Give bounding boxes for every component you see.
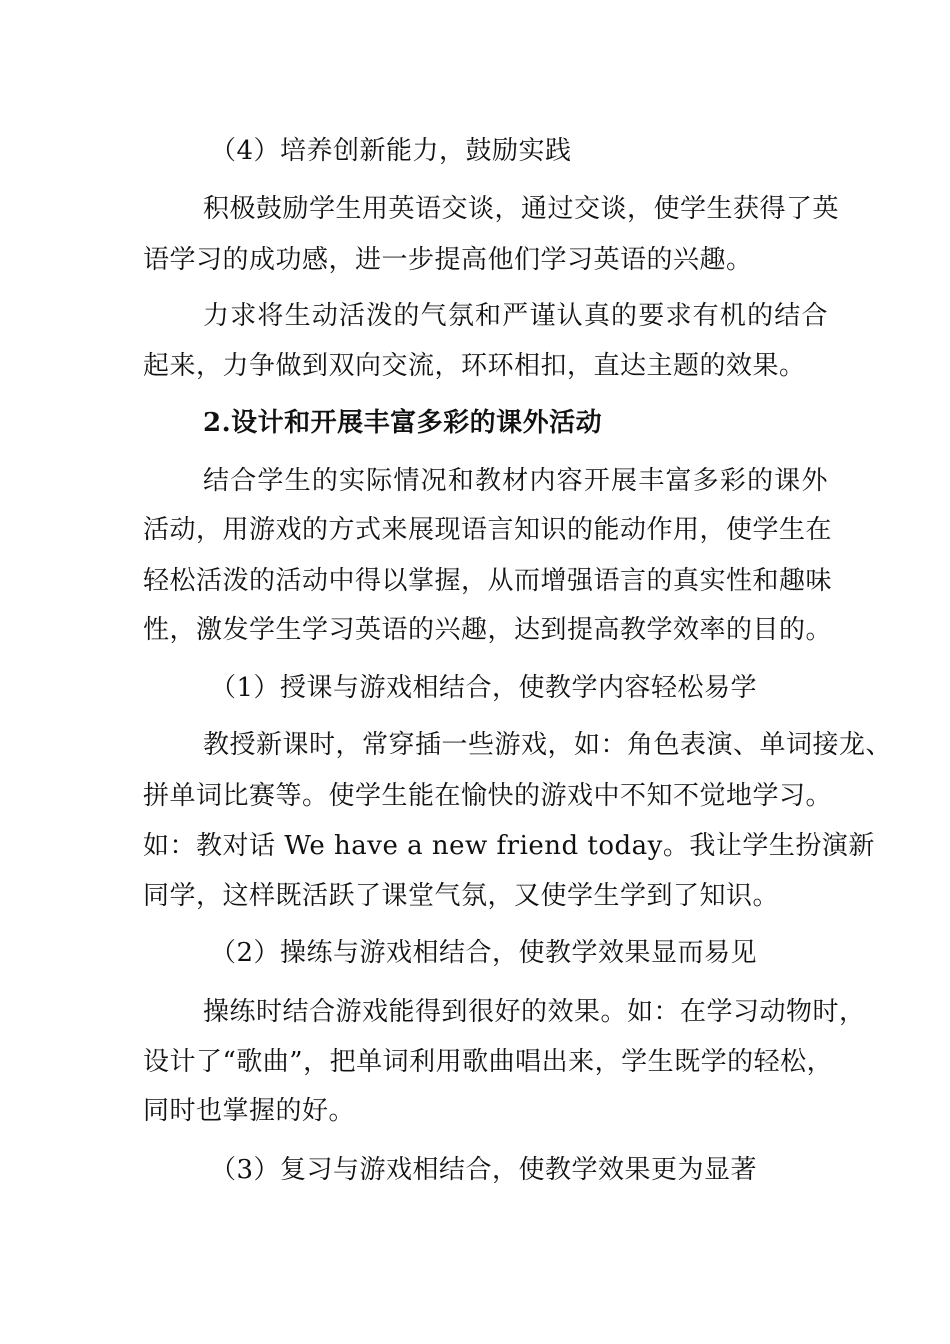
section-2-heading: 2.设计和开展丰富多彩的课外活动 (203, 408, 603, 438)
paragraph-1-line-2: 语学习的成功感，进一步提高他们学习英语的兴趣。 (143, 245, 753, 275)
paragraph-4-line-3: 如：教对话 We have a new friend today。我让学生扮演新 (143, 831, 875, 861)
paragraph-4-line-2: 拼单词比赛等。使学生能在愉快的游戏中不知不觉地学习。 (143, 781, 833, 811)
paragraph-5-line-2: 设计了“歌曲”，把单词利用歌曲唱出来，学生既学的轻松， (143, 1047, 834, 1077)
item-4-title: （4）培养创新能力，鼓励实践 (210, 136, 572, 166)
item-3-title: （3）复习与游戏相结合，使教学效果更为显著 (210, 1155, 758, 1185)
paragraph-2-line-2: 起来，力争做到双向交流，环环相扣，直达主题的效果。 (143, 351, 806, 381)
paragraph-3-line-4: 性，激发学生学习英语的兴趣，达到提高教学效率的目的。 (143, 615, 833, 645)
paragraph-3-line-3: 轻松活泼的活动中得以掌握，从而增强语言的真实性和趣味 (143, 566, 833, 596)
paragraph-1-line-1: 积极鼓励学生用英语交谈，通过交谈，使学生获得了英 (203, 194, 840, 224)
paragraph-3-line-2: 活动，用游戏的方式来展现语言知识的能动作用，使学生在 (143, 515, 833, 545)
paragraph-3-line-1: 结合学生的实际情况和教材内容开展丰富多彩的课外 (203, 466, 828, 496)
paragraph-2-line-1: 力求将生动活泼的气氛和严谨认真的要求有机的结合 (203, 301, 828, 331)
paragraph-5-line-3: 同时也掌握的好。 (143, 1096, 356, 1126)
item-1-title: （1）授课与游戏相结合，使教学内容轻松易学 (210, 673, 758, 703)
item-2-title: （2）操练与游戏相结合，使教学效果显而易见 (210, 938, 758, 968)
paragraph-4-line-4: 同学，这样既活跃了课堂气氛，又使学生学到了知识。 (143, 881, 780, 911)
paragraph-5-line-1: 操练时结合游戏能得到很好的效果。如：在学习动物时， (203, 997, 866, 1027)
paragraph-4-line-1: 教授新课时，常穿插一些游戏，如：角色表演、单词接龙、 (203, 730, 893, 760)
